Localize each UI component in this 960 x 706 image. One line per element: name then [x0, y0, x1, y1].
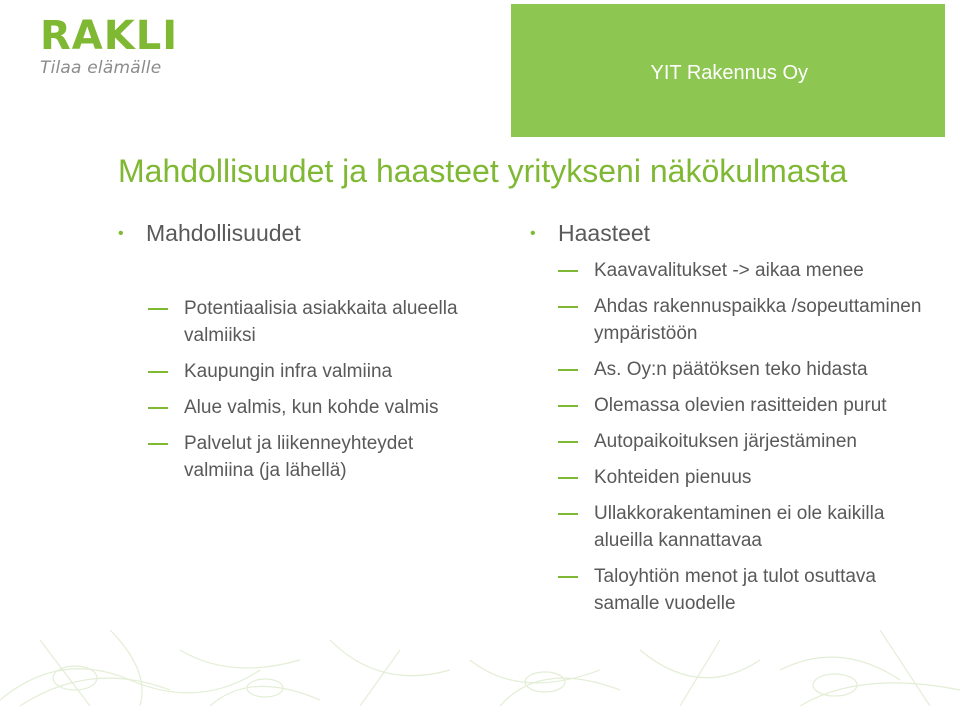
list-item [558, 464, 940, 491]
list-item [558, 293, 940, 347]
list-item-text: Kaupungin infra valmiina [184, 361, 393, 382]
dash-icon [148, 407, 168, 409]
dash-icon [558, 513, 578, 515]
rakli-logo [40, 13, 240, 78]
dash-icon [558, 369, 578, 371]
list-item [558, 500, 940, 554]
list-item-text: Potentiaalisia asiakkaita alueella valmiiksi [184, 298, 458, 346]
list-item [148, 358, 488, 385]
dash-icon [148, 443, 168, 445]
list-item [148, 295, 488, 349]
dash-icon [558, 477, 578, 479]
bullet-icon: • [118, 225, 124, 242]
list-item [148, 394, 488, 421]
list-item-text: Kohteiden pienuus [594, 467, 752, 488]
list-item [148, 430, 488, 484]
dash-icon [558, 270, 578, 272]
decorative-street-map-pattern [0, 630, 960, 706]
list-item-text: Kaavavalitukset -> aikaa menee [594, 260, 864, 281]
dash-icon [148, 371, 168, 373]
list-item [558, 392, 940, 419]
challenges-list [530, 257, 940, 617]
dash-icon [558, 306, 578, 308]
list-item [558, 257, 940, 284]
opportunities-column [118, 220, 488, 493]
dash-icon [558, 441, 578, 443]
dash-icon [558, 576, 578, 578]
list-item-text: Palvelut ja liikenneyhteydet valmiina (ja lähellä) [184, 433, 414, 481]
list-item-text: Ahdas rakennuspaikka /sopeuttaminen ympäristöön [594, 296, 922, 344]
challenges-column [530, 220, 940, 626]
dash-icon [558, 405, 578, 407]
company-name: YIT Rakennus Oy [650, 62, 808, 84]
logo-slogan: Tilaa elämälle [40, 58, 162, 78]
list-item [558, 563, 940, 617]
dash-icon [148, 308, 168, 310]
challenges-heading-label: Haasteet [558, 220, 651, 246]
list-item-text: As. Oy:n päätöksen teko hidasta [594, 359, 868, 380]
opportunities-heading [118, 220, 488, 250]
challenges-heading [530, 220, 940, 250]
opportunities-list [118, 295, 488, 484]
company-header-box [511, 4, 945, 137]
bullet-icon: • [530, 225, 536, 242]
list-item-text: Autopaikoituksen järjestäminen [594, 431, 857, 452]
opportunities-heading-label: Mahdollisuudet [146, 220, 301, 246]
list-item-text: Alue valmis, kun kohde valmis [184, 397, 439, 418]
list-item-text: Taloyhtiön menot ja tulot osuttava samalle vuodelle [594, 566, 877, 614]
page-title: Mahdollisuudet ja haasteet yritykseni näkökulmasta [118, 153, 848, 189]
list-item-text: Ullakkorakentaminen ei ole kaikilla alueilla kannattavaa [594, 503, 885, 551]
list-item [558, 428, 940, 455]
list-item [558, 356, 940, 383]
list-item-text: Olemassa olevien rasitteiden purut [594, 395, 887, 416]
logo-wordmark: RAKLI [40, 13, 179, 59]
